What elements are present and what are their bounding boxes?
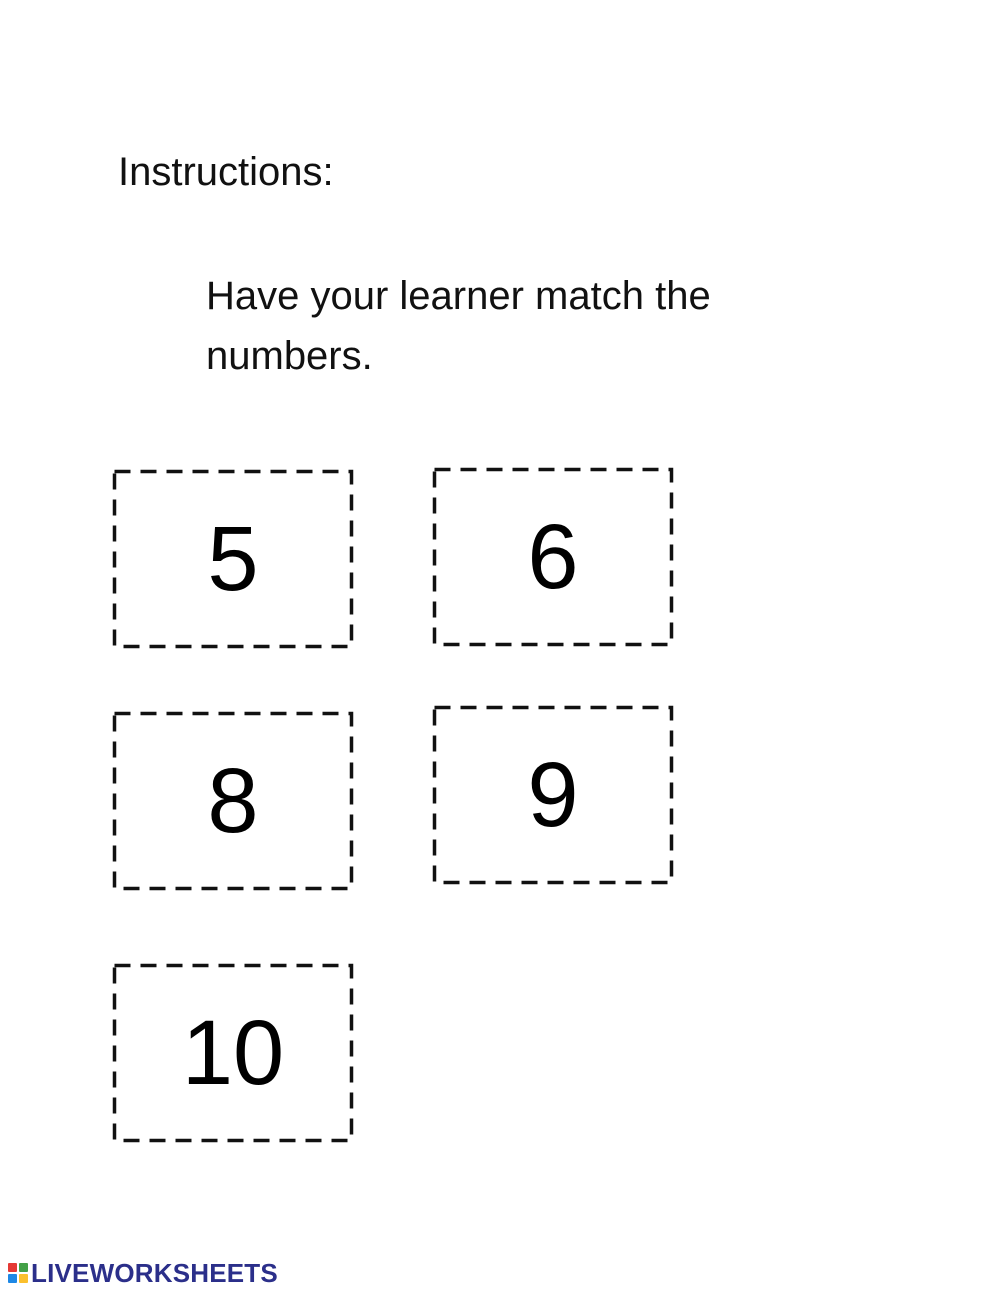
number-card-8[interactable] <box>113 712 353 890</box>
number-card-6[interactable] <box>433 468 673 646</box>
card-number: 8 <box>207 750 259 852</box>
number-card-9[interactable] <box>433 706 673 884</box>
logo-block <box>19 1274 28 1283</box>
card-number: 10 <box>181 1002 285 1104</box>
card-number: 9 <box>527 744 579 846</box>
liveworksheets-logo-icon <box>8 1263 28 1283</box>
liveworksheets-logo <box>8 1258 278 1288</box>
logo-block <box>8 1263 17 1272</box>
number-card-10[interactable] <box>113 964 353 1142</box>
card-number: 6 <box>527 506 579 608</box>
instructions-text: Have your learner match the numbers. <box>206 274 711 378</box>
number-card-5[interactable] <box>113 470 353 648</box>
logo-block <box>19 1263 28 1272</box>
card-number: 5 <box>207 508 259 610</box>
instructions-heading: Instructions: <box>118 150 334 194</box>
brand-name: LIVEWORKSHEETS <box>31 1258 278 1288</box>
logo-block <box>8 1274 17 1283</box>
